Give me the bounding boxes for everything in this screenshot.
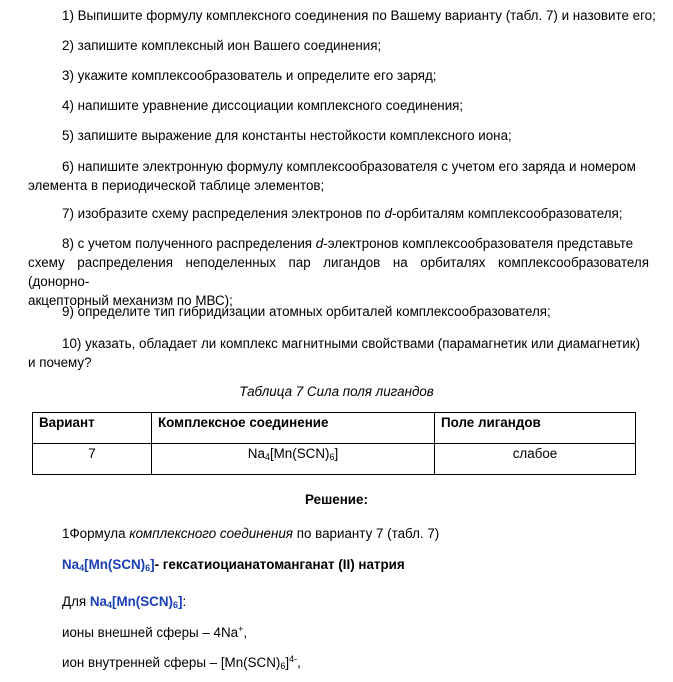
task-9: 9) определите тип гибридизации атомных орбиталей комплексообразователя; (62, 304, 551, 319)
header-field: Поле лигандов (435, 413, 636, 444)
task-6: 6) напишите электронную формулу комплексообразователя с учетом его заряда и номером элемента в периодической таблице элементов; (28, 159, 636, 193)
task-1: 1) Выпишите формулу комплексного соединения по Вашему варианту (табл. 7) и назовите его; (62, 8, 656, 23)
table-row (33, 444, 636, 475)
cell-field: слабое (435, 444, 636, 475)
table-header-row (33, 413, 636, 444)
cell-variant: 7 (33, 444, 152, 475)
task-2: 2) запишите комплексный ион Вашего соединения; (62, 38, 382, 53)
task-4: 4) напишите уравнение диссоциации комплексного соединения; (62, 98, 464, 113)
header-compound: Комплексное соединение (152, 413, 435, 444)
inner-sphere-ion: ион внутренней сферы – $[Mn(SCN)_6]^{4-}$, (62, 654, 301, 671)
task-3: 3) укажите комплексообразователь и определите его заряд; (62, 68, 437, 83)
task-7: 7) изобразите схему распределения электронов по d-орбиталям комплексообразователя; (62, 206, 623, 221)
ligand-field-table (32, 412, 636, 475)
table-caption: Таблица 7 Сила поля лигандов (239, 384, 434, 399)
cell-compound: $Na_4[Mn(SCN)_6]$ (152, 444, 435, 475)
for-compound: Для $Na_4[Mn(SCN)_6]$: (62, 594, 187, 610)
solution-heading: Решение: (305, 492, 368, 507)
compound-name: $Na_4[Mn(SCN)_6]-$ гексатиоцианатоманганат (II) натрия (62, 557, 405, 573)
solution-line-1: 1Формула комплексного соединения по варианту 7 (табл. 7) (62, 526, 440, 541)
outer-sphere-ions: ионы внешней сферы – 4Na+, (62, 624, 248, 640)
task-8: 8) с учетом полученного распределения d-электронов комплексообразователя представьте схему распределения неподеленных пар лигандов на орбиталях комплексообразователя (донорно- акцепторный механизм по МВС); (28, 236, 649, 308)
header-variant: Вариант (33, 413, 152, 444)
task-5: 5) запишите выражение для константы нестойкости комплексного иона; (62, 128, 512, 143)
task-10: 10) указать, обладает ли комплекс магнитными свойствами (парамагнетик или диамагнетик) и почему? (28, 336, 641, 370)
